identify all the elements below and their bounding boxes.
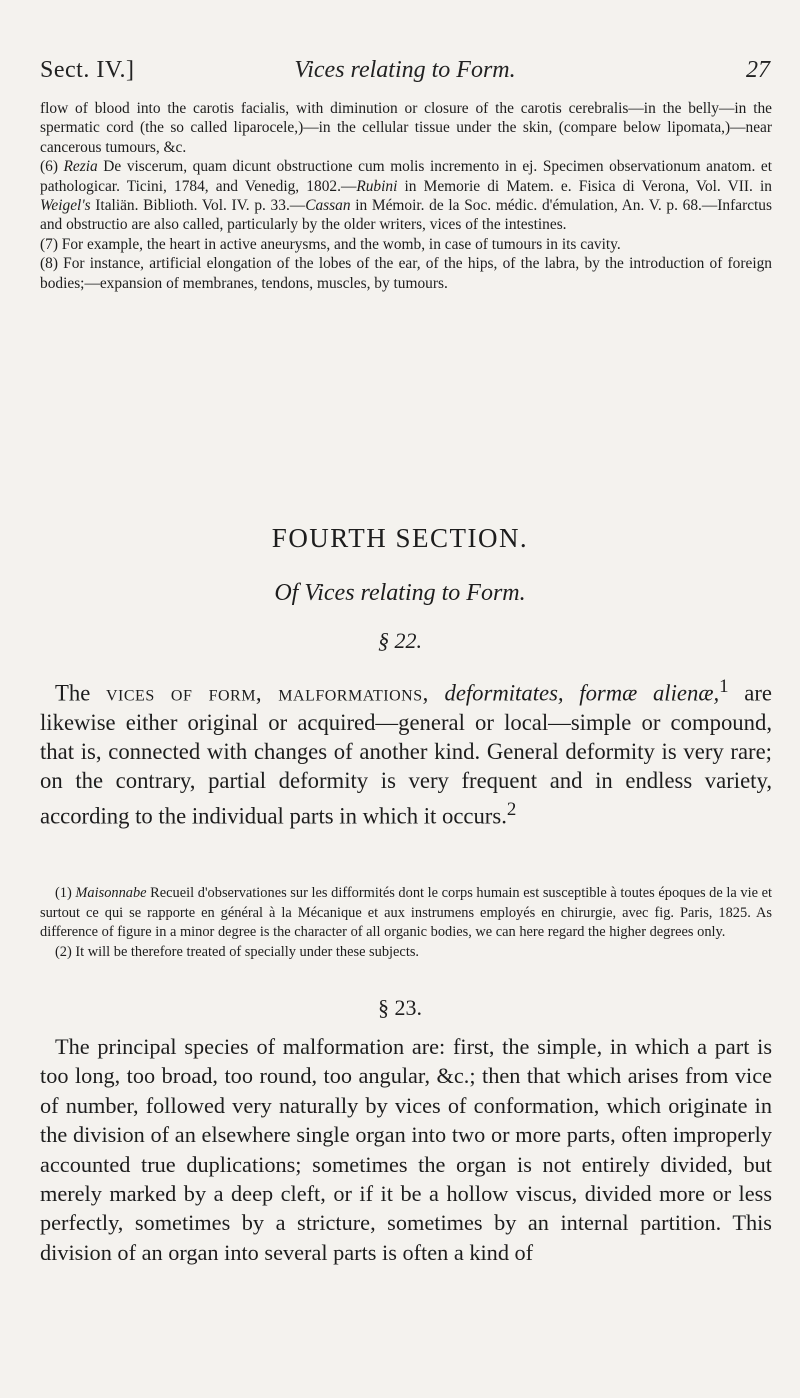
paragraph-23: The principal species of malformation are: first, the simple, in which a part is too long, too broad, too round, too angular, &c.; then that which arises from vice of number, followed very naturally by vices of conformation, which originate in the division of an elsewhere single organ into two or more parts, often improperly accounted true duplications; sometimes the organ is not entirely divided, but merely marked by a deep cleft, or if it be a hollow viscus, divided more or less perfectly, sometimes by a stricture, sometimes by an internal partition. This division of an organ into several parts is often a kind of: [40, 1034, 772, 1265]
footnote-2: (2) It will be therefore treated of specially under these subjects.: [55, 944, 420, 961]
page-number: 27: [746, 57, 770, 83]
footnote-1: (1) Maisonnabe Recueil d'observationes sur les difformités dont le corps humain est susceptible à toutes époques de la vie et surtout ce qui se rapporte en général à la Mécanique et aux instrumens employés en chirurgie, avec fig. Paris, 1825. As difference of figure in a minor degree is the character of all organic bodies, we can here regard the higher degrees only.: [40, 885, 772, 941]
paragraph-heading-22: § 22.: [378, 628, 422, 653]
paragraph-heading-23: § 23.: [378, 995, 422, 1020]
footnotes-section-22: [40, 884, 772, 963]
footnote-8: (8) For instance, artificial elongation of the lobes of the ear, of the hips, of the labra, by the introduction of foreign bodies;—expansion of membranes, tendons, muscles, by tumours.: [40, 255, 772, 292]
section-subtitle: Of Vices relating to Form.: [274, 580, 526, 606]
section-title: FOURTH SECTION.: [271, 523, 529, 553]
footnote-ref-2: 2: [506, 799, 517, 821]
footnote-6: (6) Rezia De viscerum, quam dicunt obstructione cum molis incremento in ej. Specimen observationum anatom. et pathologicar. Ticini, 1784, and Venedig, 1802.—Rubini in Memorie di Matem. e. Fisica di Verona, Vol. VII. in Weigel's Italiän. Biblioth. Vol. IV. p. 33.—Cassan in Mémoir. de la Soc. médic. d'émulation, An. V. p. 68.—Infarctus and obstructio are also called, particularly by the older writers, vices of the intestines.: [40, 158, 772, 234]
footnotes-previous-section: [40, 99, 772, 293]
footnote-7: (7) For example, the heart in active aneurysms, and the womb, in case of tumours in its cavity.: [40, 235, 621, 253]
paragraph-22: The vices of form, malformations, deformitates, formæ alienæ,$^1$ are likewise either original or acquired—general or local—simple or compound, that is, connected with changes of another kind. General deformity is very rare; on the contrary, partial deformity is very frequent and in endless variety, according to the individual parts in which it occurs.$^2$: [40, 676, 772, 829]
running-title: Vices relating to Form.: [294, 57, 516, 83]
running-header: [40, 50, 770, 90]
footnote-continuation: flow of blood into the carotis facialis, with diminution or closure of the carotis cerebralis—in the belly—in the spermatic cord (the so called liparocele,)—in the cellular tissue under the skin, (compare below lipomata,)—near cancerous tumours, &c.: [40, 100, 772, 156]
section-marker: Sect. IV.]: [40, 57, 135, 83]
footnote-ref-1: 1: [719, 676, 729, 697]
